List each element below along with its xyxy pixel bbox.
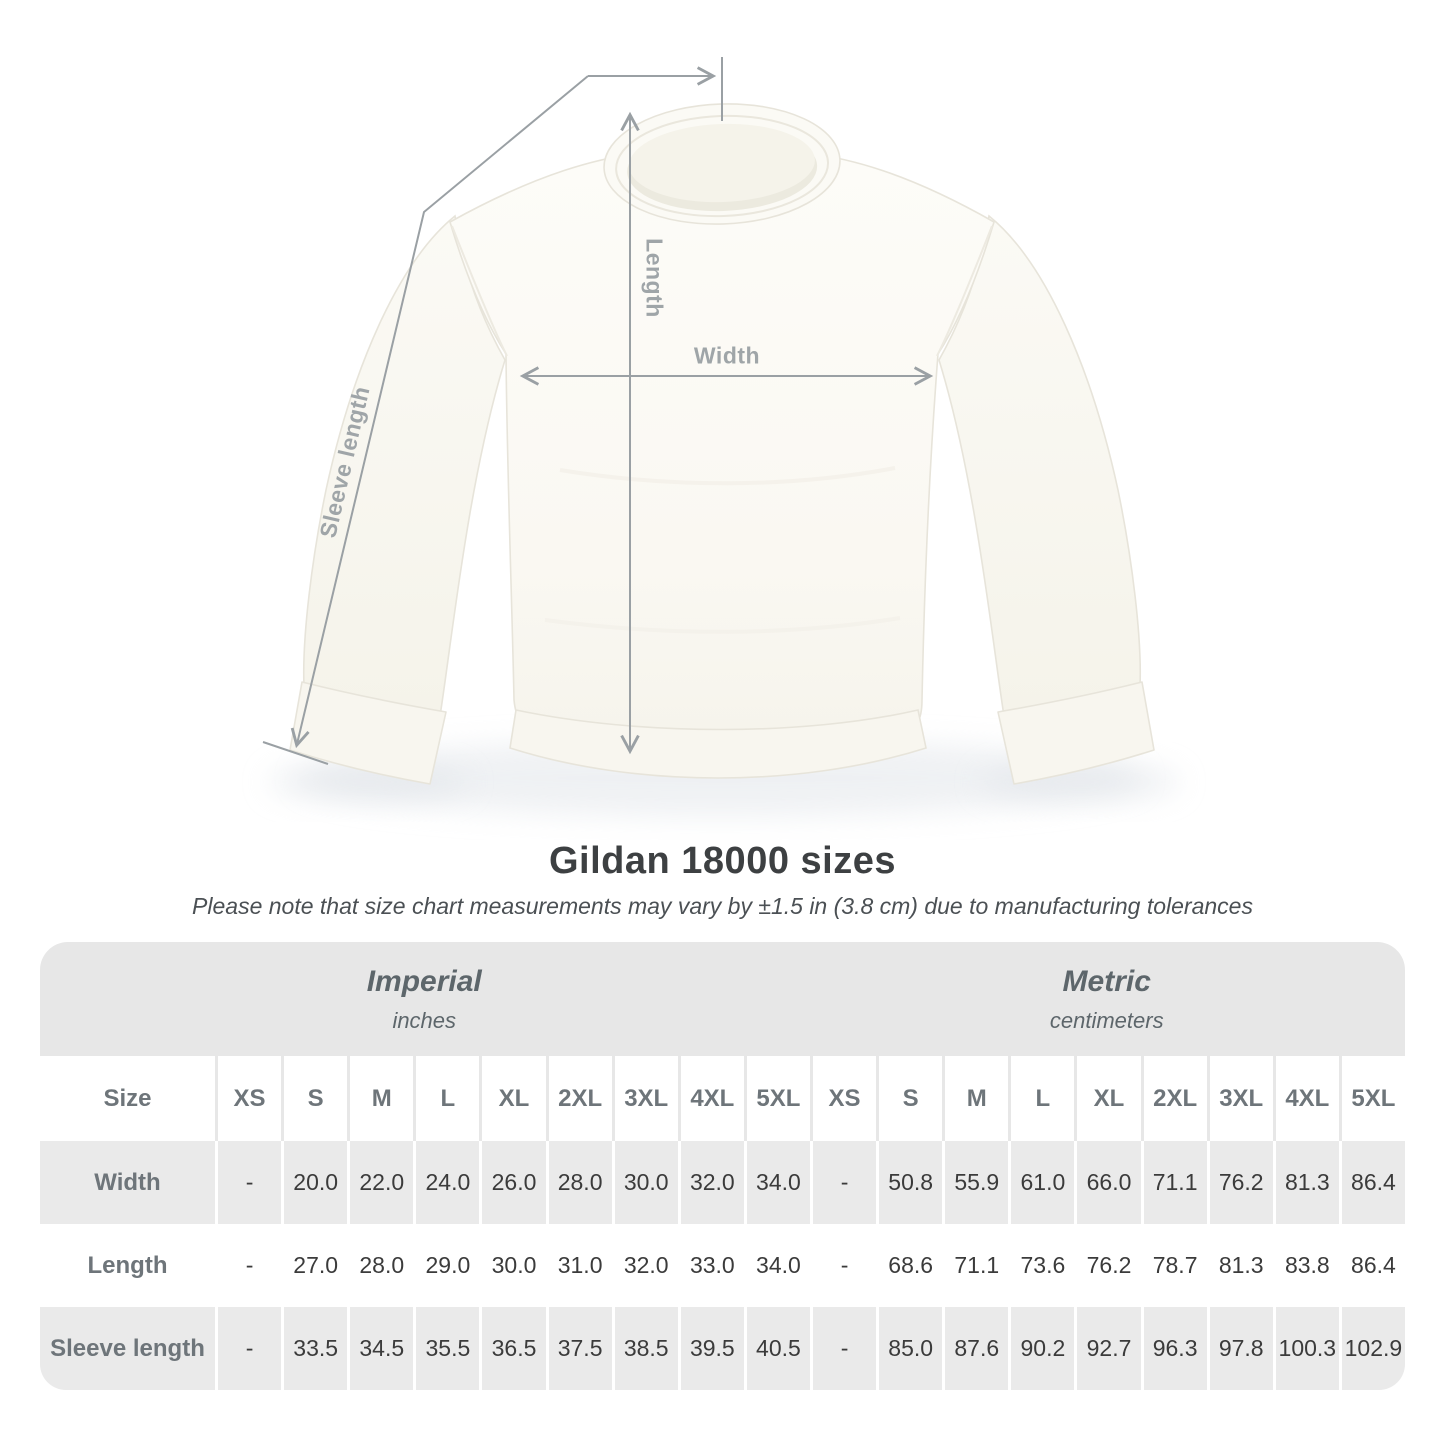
unit-group-imperial bbox=[40, 942, 808, 1056]
size-column-header: 3XL bbox=[615, 1056, 678, 1141]
garment-body bbox=[450, 149, 994, 778]
size-value-cell: 34.0 bbox=[747, 1224, 810, 1307]
size-value-cell: 97.8 bbox=[1210, 1307, 1273, 1390]
size-value-cell: 66.0 bbox=[1077, 1141, 1140, 1224]
size-value-cell: 20.0 bbox=[284, 1141, 347, 1224]
table-row bbox=[40, 1141, 1405, 1224]
size-value-cell: 73.6 bbox=[1011, 1224, 1074, 1307]
right-sleeve bbox=[939, 216, 1154, 784]
metric-unit: centimeters bbox=[1049, 1007, 1164, 1033]
size-value-cell: 92.7 bbox=[1077, 1307, 1140, 1390]
size-value-cell: 86.4 bbox=[1342, 1141, 1405, 1224]
size-value-cell: 24.0 bbox=[416, 1141, 479, 1224]
size-column-header: M bbox=[945, 1056, 1008, 1141]
size-value-cell: 90.2 bbox=[1011, 1307, 1074, 1390]
size-column-header: L bbox=[416, 1056, 479, 1141]
size-value-cell: - bbox=[813, 1307, 876, 1390]
title-block bbox=[0, 840, 1445, 920]
size-value-cell: - bbox=[218, 1307, 281, 1390]
size-value-cell: 61.0 bbox=[1011, 1141, 1074, 1224]
size-value-cell: 96.3 bbox=[1144, 1307, 1207, 1390]
size-value-cell: 22.0 bbox=[350, 1141, 413, 1224]
size-value-cell: 76.2 bbox=[1077, 1224, 1140, 1307]
imperial-unit: inches bbox=[392, 1007, 457, 1033]
width-measure-label: Width bbox=[693, 342, 761, 369]
size-table-rows bbox=[40, 1056, 1405, 1390]
size-row-label: Size bbox=[40, 1056, 215, 1141]
page-title: Gildan 18000 sizes bbox=[549, 840, 896, 882]
size-value-cell: 68.6 bbox=[879, 1224, 942, 1307]
size-value-cell: 100.3 bbox=[1276, 1307, 1339, 1390]
size-value-cell: 78.7 bbox=[1144, 1224, 1207, 1307]
size-value-cell: 85.0 bbox=[879, 1307, 942, 1390]
size-column-header: 5XL bbox=[747, 1056, 810, 1141]
sleeve-measure-label: Sleeve length bbox=[314, 383, 375, 541]
size-column-header: XL bbox=[482, 1056, 545, 1141]
size-value-cell: 83.8 bbox=[1276, 1224, 1339, 1307]
size-column-header: S bbox=[284, 1056, 347, 1141]
size-value-cell: 28.0 bbox=[350, 1224, 413, 1307]
size-value-cell: 50.8 bbox=[879, 1141, 942, 1224]
size-value-cell: 81.3 bbox=[1276, 1141, 1339, 1224]
size-value-cell: 86.4 bbox=[1342, 1224, 1405, 1307]
size-value-cell: 81.3 bbox=[1210, 1224, 1273, 1307]
size-value-cell: 37.5 bbox=[549, 1307, 612, 1390]
size-value-cell: 33.0 bbox=[681, 1224, 744, 1307]
size-column-header: 4XL bbox=[1276, 1056, 1339, 1141]
size-column-header: XS bbox=[813, 1056, 876, 1141]
size-value-cell: 71.1 bbox=[945, 1224, 1008, 1307]
size-column-header: 5XL bbox=[1342, 1056, 1405, 1141]
row-label: Sleeve length bbox=[40, 1307, 215, 1390]
size-value-cell: 34.0 bbox=[747, 1141, 810, 1224]
size-column-header: M bbox=[350, 1056, 413, 1141]
size-value-cell: 30.0 bbox=[482, 1224, 545, 1307]
metric-heading: Metric bbox=[1062, 964, 1151, 998]
size-value-cell: - bbox=[813, 1141, 876, 1224]
length-measure-label: Length bbox=[641, 238, 668, 318]
size-table bbox=[40, 942, 1405, 1390]
size-column-header: L bbox=[1011, 1056, 1074, 1141]
unit-band bbox=[40, 942, 1405, 1056]
size-value-cell: 102.9 bbox=[1342, 1307, 1405, 1390]
size-value-cell: 34.5 bbox=[350, 1307, 413, 1390]
table-row bbox=[40, 1307, 1405, 1390]
size-column-header: 3XL bbox=[1210, 1056, 1273, 1141]
size-value-cell: 33.5 bbox=[284, 1307, 347, 1390]
size-value-cell: 29.0 bbox=[416, 1224, 479, 1307]
size-value-cell: 39.5 bbox=[681, 1307, 744, 1390]
size-column-header: XL bbox=[1077, 1056, 1140, 1141]
size-value-cell: 35.5 bbox=[416, 1307, 479, 1390]
size-value-cell: 32.0 bbox=[681, 1141, 744, 1224]
size-value-cell: 27.0 bbox=[284, 1224, 347, 1307]
size-column-header: 2XL bbox=[1144, 1056, 1207, 1141]
row-label: Length bbox=[40, 1224, 215, 1307]
table-row bbox=[40, 1224, 1405, 1307]
size-column-header: XS bbox=[218, 1056, 281, 1141]
row-label: Width bbox=[40, 1141, 215, 1224]
size-value-cell: 87.6 bbox=[945, 1307, 1008, 1390]
size-value-cell: 76.2 bbox=[1210, 1141, 1273, 1224]
unit-group-metric bbox=[808, 942, 1405, 1056]
imperial-heading: Imperial bbox=[366, 964, 482, 998]
size-value-cell: 31.0 bbox=[549, 1224, 612, 1307]
size-value-cell: 30.0 bbox=[615, 1141, 678, 1224]
size-value-cell: 26.0 bbox=[482, 1141, 545, 1224]
size-value-cell: - bbox=[218, 1224, 281, 1307]
size-value-cell: 36.5 bbox=[482, 1307, 545, 1390]
table-row bbox=[40, 1056, 1405, 1141]
size-column-header: 2XL bbox=[549, 1056, 612, 1141]
size-value-cell: 40.5 bbox=[747, 1307, 810, 1390]
size-value-cell: 32.0 bbox=[615, 1224, 678, 1307]
size-value-cell: 55.9 bbox=[945, 1141, 1008, 1224]
size-column-header: 4XL bbox=[681, 1056, 744, 1141]
size-value-cell: 71.1 bbox=[1144, 1141, 1207, 1224]
tolerance-note: Please note that size chart measurements may vary by ±1.5 in (3.8 cm) due to manufacturing tolerances bbox=[192, 893, 1253, 919]
size-value-cell: 28.0 bbox=[549, 1141, 612, 1224]
size-value-cell: - bbox=[813, 1224, 876, 1307]
size-column-header: S bbox=[879, 1056, 942, 1141]
size-value-cell: 38.5 bbox=[615, 1307, 678, 1390]
size-value-cell: - bbox=[218, 1141, 281, 1224]
